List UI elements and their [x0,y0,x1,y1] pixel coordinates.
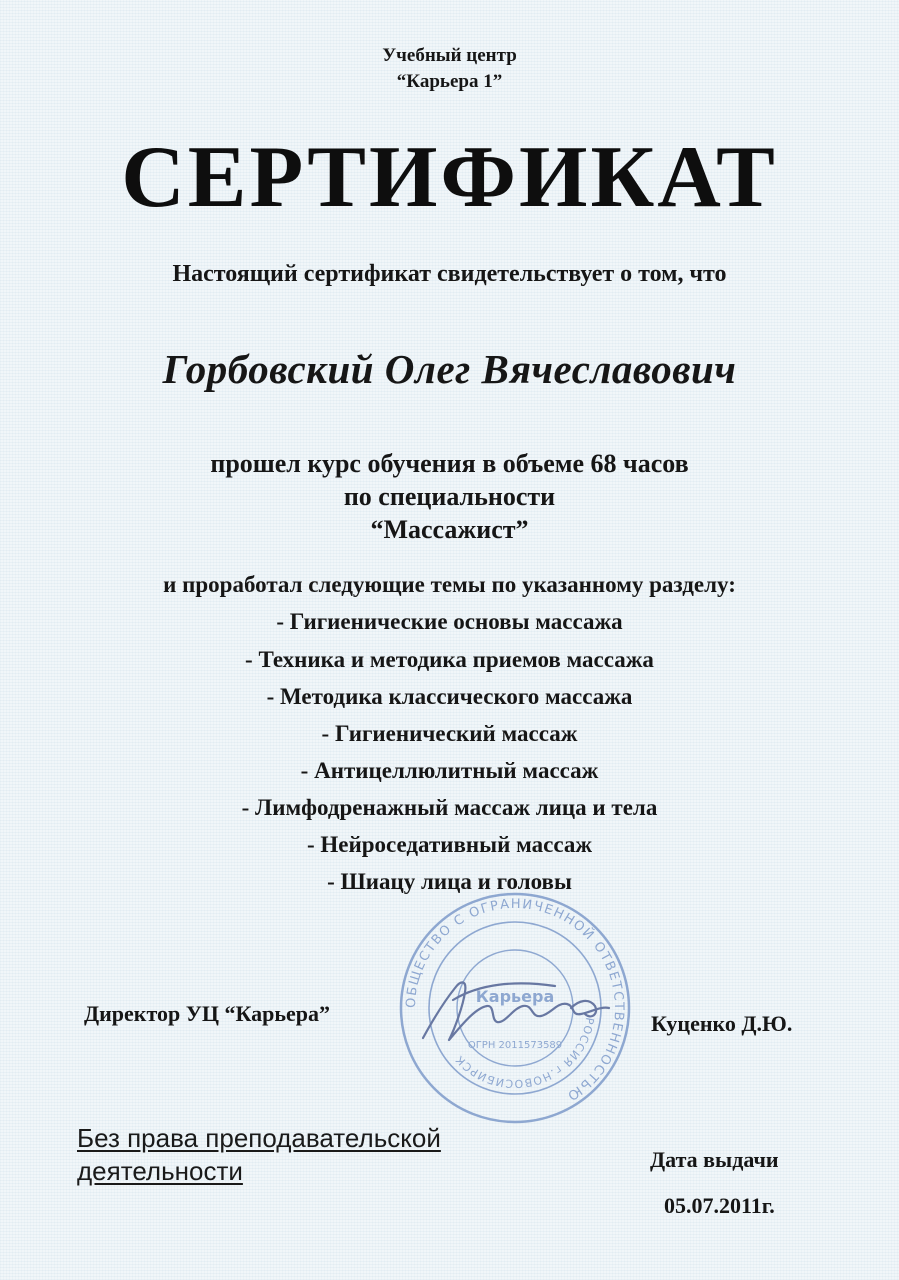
restriction-line-1: Без права преподавательской [77,1123,441,1153]
certificate-title: СЕРТИФИКАТ [121,129,778,226]
issuer-line-1: Учебный центр [382,45,517,66]
seal-center-name: Карьера [475,987,555,1006]
seal-city-text: РОССИЯ г.НОВОСИБИРСК [452,1016,597,1091]
topic-item: - Техника и методика приемов массажа [245,647,654,672]
issue-date: 05.07.2011г. [664,1193,775,1218]
issue-date-label: Дата выдачи [650,1147,779,1172]
course-line-1: прошел курс обучения в объеме 68 часов [210,449,689,478]
topic-item: - Лимфодренажный массаж лица и тела [241,795,658,820]
svg-text:РОССИЯ г.НОВОСИБИРСК [453,1017,597,1091]
restriction-line-2: деятельности [77,1156,243,1186]
issuer-line-2: “Карьера 1” [396,71,503,92]
seal-registration: ОГРН 2011573589 [467,1040,563,1051]
topics-intro: и проработал следующие темы по указанному разделу: [163,572,736,597]
restriction-note [77,1122,517,1188]
signer-name: Куценко Д.Ю. [651,1011,793,1036]
topic-item: - Шиацу лица и головы [327,869,572,894]
topic-item: - Гигиенические основы массажа [276,609,623,634]
course-specialty: “Массажист” [370,515,529,544]
lead-sentence: Настоящий сертификат свидетельствует о том, что [172,261,727,287]
seal-outer-text: ОБЩЕСТВО С ОГРАНИЧЕННОЙ ОТВЕТСТВЕННОСТЬЮ [403,896,627,1104]
topic-item: - Нейроседативный массаж [306,832,593,857]
director-role: Директор УЦ “Карьера” [84,1001,331,1026]
topic-item: - Антицеллюлитный массаж [300,758,599,783]
course-line-2: по специальности [343,482,556,511]
topic-item: - Методика классического массажа [266,684,633,709]
organization-seal [395,888,635,1128]
topic-item: - Гигиенический массаж [321,721,578,746]
recipient-name: Горбовский Олег Вячеславович [162,346,737,392]
